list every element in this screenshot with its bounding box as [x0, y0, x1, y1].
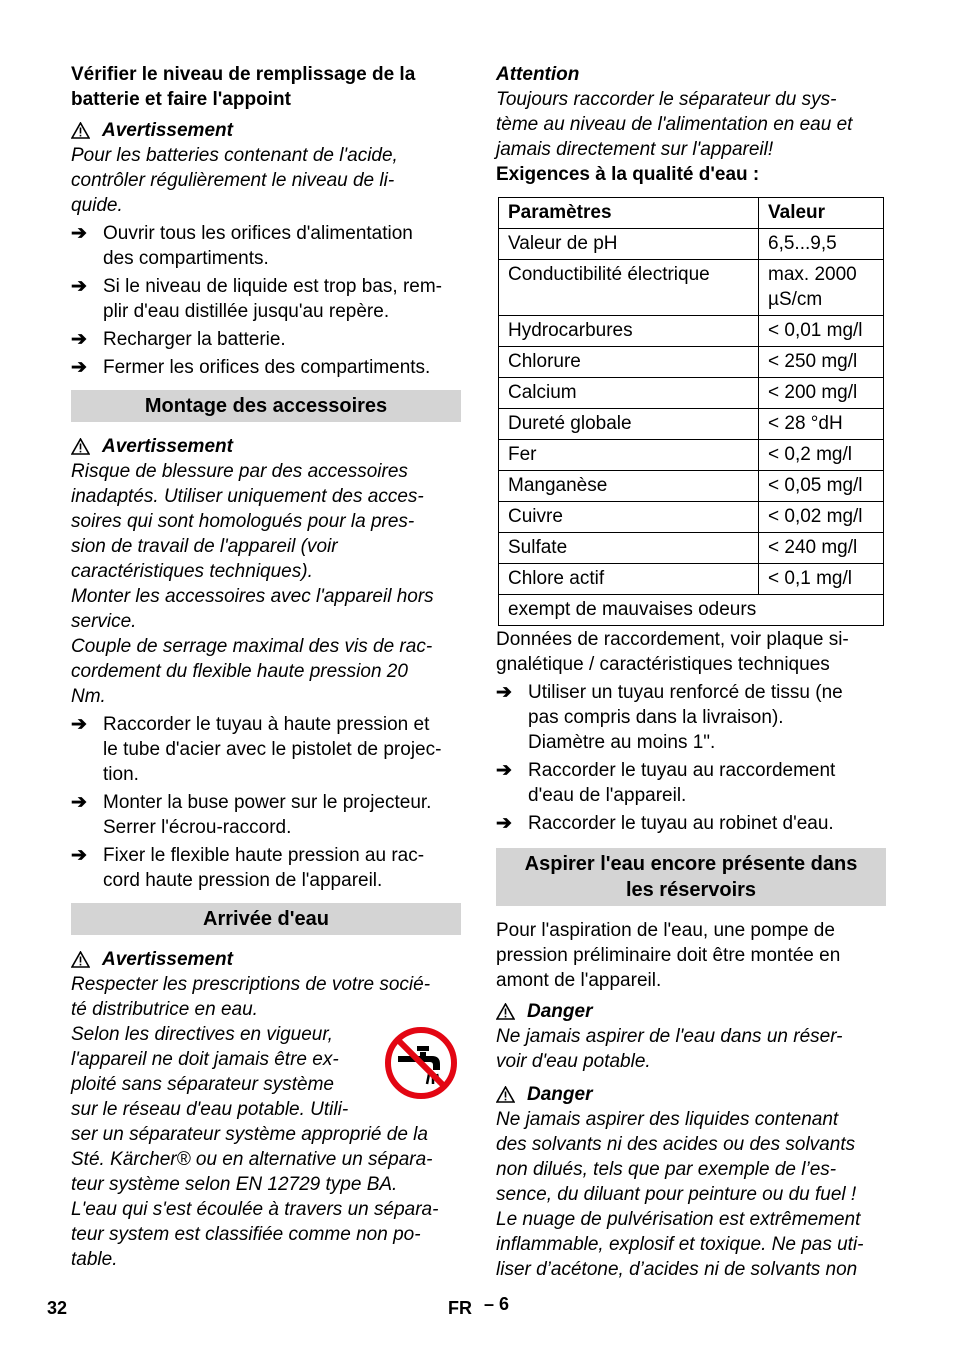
left-column — [71, 62, 461, 1272]
table-cell: Dureté globale — [499, 409, 759, 440]
table-row — [499, 564, 884, 595]
step-item: ➔ Si le niveau de liquide est trop bas, rem- plir d'eau distillée jusqu'au repère. — [71, 276, 443, 322]
step-item: ➔ Ouvrir tous les orifices d'alimentation des compartiments. — [71, 223, 413, 269]
page-number-left: 32 — [47, 1298, 68, 1318]
warning-heading: Avertissement — [71, 947, 461, 972]
table-cell: < 0,01 mg/l — [759, 316, 884, 347]
table-row — [499, 533, 884, 564]
table-cell: max. 2000 µS/cm — [759, 260, 884, 316]
table-cell: Sulfate — [499, 533, 759, 564]
step-item: ➔ Recharger la batterie. — [71, 329, 286, 350]
attention-text: Toujours raccorder le séparateur du sys- tème au niveau de l'alimentation en eau et jamais directement sur l'appareil! — [496, 89, 853, 160]
table-cell: < 0,1 mg/l — [759, 564, 884, 595]
table-row — [499, 502, 884, 533]
step-item: ➔ Fermer les orifices des compartiments. — [71, 357, 431, 378]
aspirer-text: Pour l'aspiration de l'eau, une pompe de pression préliminaire doit être montée en amont de l'appareil. — [496, 920, 841, 991]
table-cell: exempt de mauvaises odeurs — [499, 595, 884, 626]
warning-text: Respecter les prescriptions de votre socié- té distributrice en eau. Selon les directives en vigueur, l'appareil ne doit jamais être ex- ploité sans séparateur système sur le réseau d'eau potable. Utili- ser un séparateur système approprié de la Sté. Kärcher® ou en alternative un sépara- teur système selon EN 12729 type BA. L'eau qui s'est écoulée à travers un sépara- teur system est classifiée comme non po- table. — [71, 972, 461, 1272]
warning-triangle-icon — [496, 1086, 515, 1103]
table-header-row — [499, 198, 884, 229]
text-with-figure: Selon les directives en vigueur, l'appareil ne doit jamais être ex- ploité sans séparateur système sur le réseau d'eau potable. Utili- — [71, 1022, 461, 1122]
table-cell: 6,5...9,5 — [759, 229, 884, 260]
section-heading-aspirer: Aspirer l'eau encore présente dans les réservoirs — [496, 848, 886, 906]
arrow-right-icon: ➔ — [71, 276, 87, 297]
table-cell: Calcium — [499, 378, 759, 409]
arrow-right-icon: ➔ — [71, 223, 87, 244]
table-row — [499, 409, 884, 440]
danger-heading: Danger — [496, 1082, 886, 1107]
danger-heading: Danger — [496, 999, 886, 1024]
table-header-cell: Valeur — [759, 198, 884, 229]
table-cell: Cuivre — [499, 502, 759, 533]
warning-text: Pour les batteries contenant de l'acide, contrôler régulièrement le niveau de li- quide. — [71, 145, 398, 216]
table-cell: < 200 mg/l — [759, 378, 884, 409]
arrow-right-icon: ➔ — [71, 357, 87, 378]
arrow-right-icon: ➔ — [496, 682, 512, 703]
right-column — [496, 62, 886, 1282]
arrow-right-icon: ➔ — [496, 760, 512, 781]
table-row — [499, 440, 884, 471]
table-header-cell: Paramètres — [499, 198, 759, 229]
table-cell: Valeur de pH — [499, 229, 759, 260]
arrow-right-icon: ➔ — [71, 792, 87, 813]
attention-heading: Attention — [496, 64, 580, 85]
page-number-right: – 6 — [484, 1294, 510, 1314]
table-cell: Fer — [499, 440, 759, 471]
step-item: ➔ Utiliser un tuyau renforcé de tissu (ne pas compris dans la livraison). Diamètre au moins 1". — [496, 682, 843, 753]
warning-triangle-icon — [71, 951, 90, 968]
table-cell: Hydrocarbures — [499, 316, 759, 347]
language-code: FR — [448, 1298, 472, 1318]
section-heading-accessoires: Montage des accessoires — [71, 390, 461, 422]
danger-text: Ne jamais aspirer de l'eau dans un réser- voir d'eau potable. — [496, 1026, 843, 1072]
warning-heading: Avertissement — [71, 434, 461, 459]
table-footer-row — [499, 595, 884, 626]
table-cell: Chlorure — [499, 347, 759, 378]
step-item: ➔ Raccorder le tuyau au robinet d'eau. — [496, 813, 834, 834]
table-cell: Conductibilité électrique — [499, 260, 759, 316]
table-row — [499, 229, 884, 260]
table-row — [499, 260, 884, 316]
arrow-right-icon: ➔ — [71, 714, 87, 735]
water-quality-table — [498, 197, 884, 626]
water-quality-heading: Exigences à la qualité d'eau : — [496, 164, 760, 185]
table-cell: < 0,05 mg/l — [759, 471, 884, 502]
table-cell: < 0,2 mg/l — [759, 440, 884, 471]
step-item: ➔ Raccorder le tuyau à haute pression et le tube d'acier avec le pistolet de projec- tion. — [71, 714, 442, 785]
table-cell: < 240 mg/l — [759, 533, 884, 564]
table-cell: < 250 mg/l — [759, 347, 884, 378]
table-cell: Chlore actif — [499, 564, 759, 595]
danger-text: Ne jamais aspirer des liquides contenant des solvants ni des acides ou des solvants non dilués, tels que par exemple de l’es- sence, du diluant pour peinture ou du fuel ! Le nuage de pulvérisation est extrêmement inflammable, explosif et toxique. Ne pas uti- liser d’acétone, d’acides ni de solvants non — [496, 1109, 864, 1280]
step-item: ➔ Raccorder le tuyau au raccordement d'eau de l'appareil. — [496, 760, 836, 806]
heading-battery: Vérifier le niveau de remplissage de la batterie et faire l'appoint — [71, 64, 416, 110]
table-row — [499, 471, 884, 502]
arrow-right-icon: ➔ — [71, 845, 87, 866]
table-cell: < 28 °dH — [759, 409, 884, 440]
section-heading-arrivee: Arrivée d'eau — [71, 903, 461, 935]
table-row — [499, 316, 884, 347]
step-item: ➔ Monter la buse power sur le projecteur. Serrer l'écrou-raccord. — [71, 792, 432, 838]
warning-text: Risque de blessure par des accessoires inadaptés. Utiliser uniquement des acces- soires qui sont homologués pour la pres- sion de travail de l'appareil (voir caractéristiques techniques). Monter les accessoires avec l'appareil hors service. Couple de serrage maximal des vis de rac- cordement du flexible haute pression 20 Nm. — [71, 461, 434, 707]
arrow-right-icon: ➔ — [71, 329, 87, 350]
table-row — [499, 378, 884, 409]
no-drinking-water-connection-icon — [384, 1026, 458, 1100]
step-item: ➔ Fixer le flexible haute pression au rac- cord haute pression de l'appareil. — [71, 845, 425, 891]
warning-triangle-icon — [71, 122, 90, 139]
warning-triangle-icon — [71, 438, 90, 455]
connection-data-text: Données de raccordement, voir plaque si- gnalétique / caractéristiques techniques — [496, 629, 849, 675]
warning-heading: Avertissement — [71, 118, 461, 143]
table-cell: Manganèse — [499, 471, 759, 502]
table-row — [499, 347, 884, 378]
arrow-right-icon: ➔ — [496, 813, 512, 834]
table-cell: < 0,02 mg/l — [759, 502, 884, 533]
warning-triangle-icon — [496, 1003, 515, 1020]
